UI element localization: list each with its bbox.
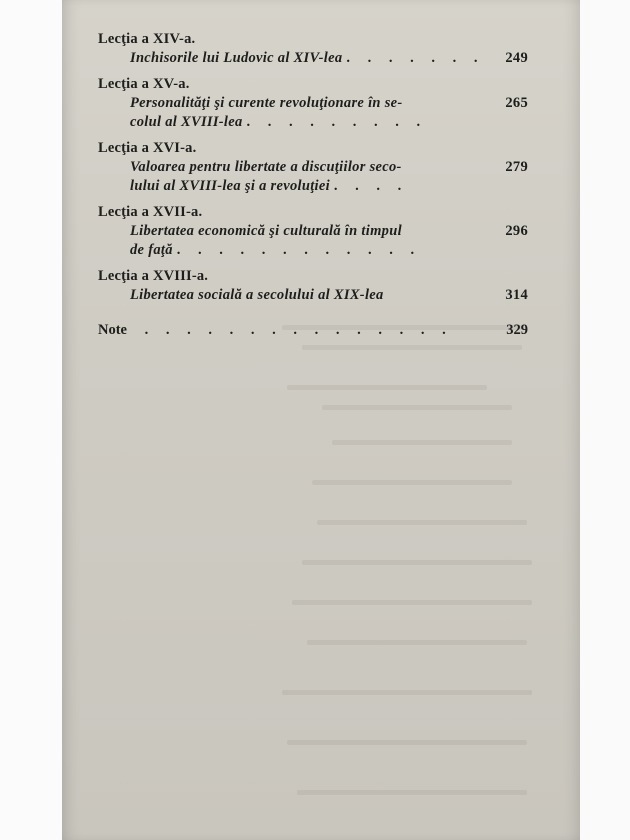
table-of-contents bbox=[98, 30, 528, 340]
lesson-title-line: de faţă bbox=[130, 242, 173, 258]
lesson-heading: Lecţia a XVI-a. bbox=[98, 140, 197, 156]
toc-notes-entry[interactable] bbox=[98, 321, 528, 340]
lesson-entry[interactable] bbox=[98, 286, 528, 305]
toc-lesson-15 bbox=[98, 75, 528, 132]
lesson-entry[interactable] bbox=[98, 94, 528, 132]
lesson-entry[interactable] bbox=[98, 222, 528, 260]
lesson-heading: Lecţia a XVII-a. bbox=[98, 204, 203, 220]
lesson-title: Libertatea socială a secolului al XIX-lea bbox=[130, 287, 384, 303]
dot-leader: . . . . bbox=[333, 178, 409, 194]
page-number: 314 bbox=[505, 287, 528, 303]
toc-lesson-16 bbox=[98, 139, 528, 196]
lesson-title-line: colul al XVIII-lea bbox=[130, 114, 243, 130]
lesson-title-line: Personalităţi şi curente revoluţionare în se- bbox=[130, 95, 403, 111]
lesson-title-line: Libertatea economică şi culturală în timpul bbox=[130, 223, 402, 239]
notes-label: Note bbox=[98, 322, 127, 338]
lesson-heading: Lecţia a XV-a. bbox=[98, 76, 190, 92]
page-number: 249 bbox=[505, 50, 528, 66]
page-number: 329 bbox=[506, 322, 528, 338]
toc-lesson-18 bbox=[98, 267, 528, 305]
page-number: 265 bbox=[505, 95, 528, 111]
lesson-entry[interactable] bbox=[98, 49, 528, 68]
page-number: 296 bbox=[505, 223, 528, 239]
toc-lesson-14 bbox=[98, 30, 528, 68]
lesson-title-line: lului al XVIII-lea şi a revoluţiei bbox=[130, 178, 330, 194]
dot-leader: . . . . . . . bbox=[346, 50, 485, 66]
page-margin-left bbox=[0, 0, 62, 840]
lesson-heading: Lecţia a XVIII-a. bbox=[98, 268, 209, 284]
dot-leader: . . . . . . . . . . . . . . . bbox=[144, 322, 453, 338]
lesson-title-line: Valoarea pentru libertate a discuţiilor seco- bbox=[130, 159, 402, 175]
page-margin-right bbox=[580, 0, 630, 840]
lesson-heading: Lecţia a XIV-a. bbox=[98, 31, 196, 47]
lesson-title: Inchisorile lui Ludovic al XIV-lea bbox=[130, 50, 343, 66]
dot-leader: . . . . . . . . . bbox=[246, 114, 428, 130]
lesson-entry[interactable] bbox=[98, 158, 528, 196]
dot-leader: . . . . . . . . . . . . bbox=[176, 242, 422, 258]
toc-lesson-17 bbox=[98, 203, 528, 260]
page-number: 279 bbox=[505, 159, 528, 175]
